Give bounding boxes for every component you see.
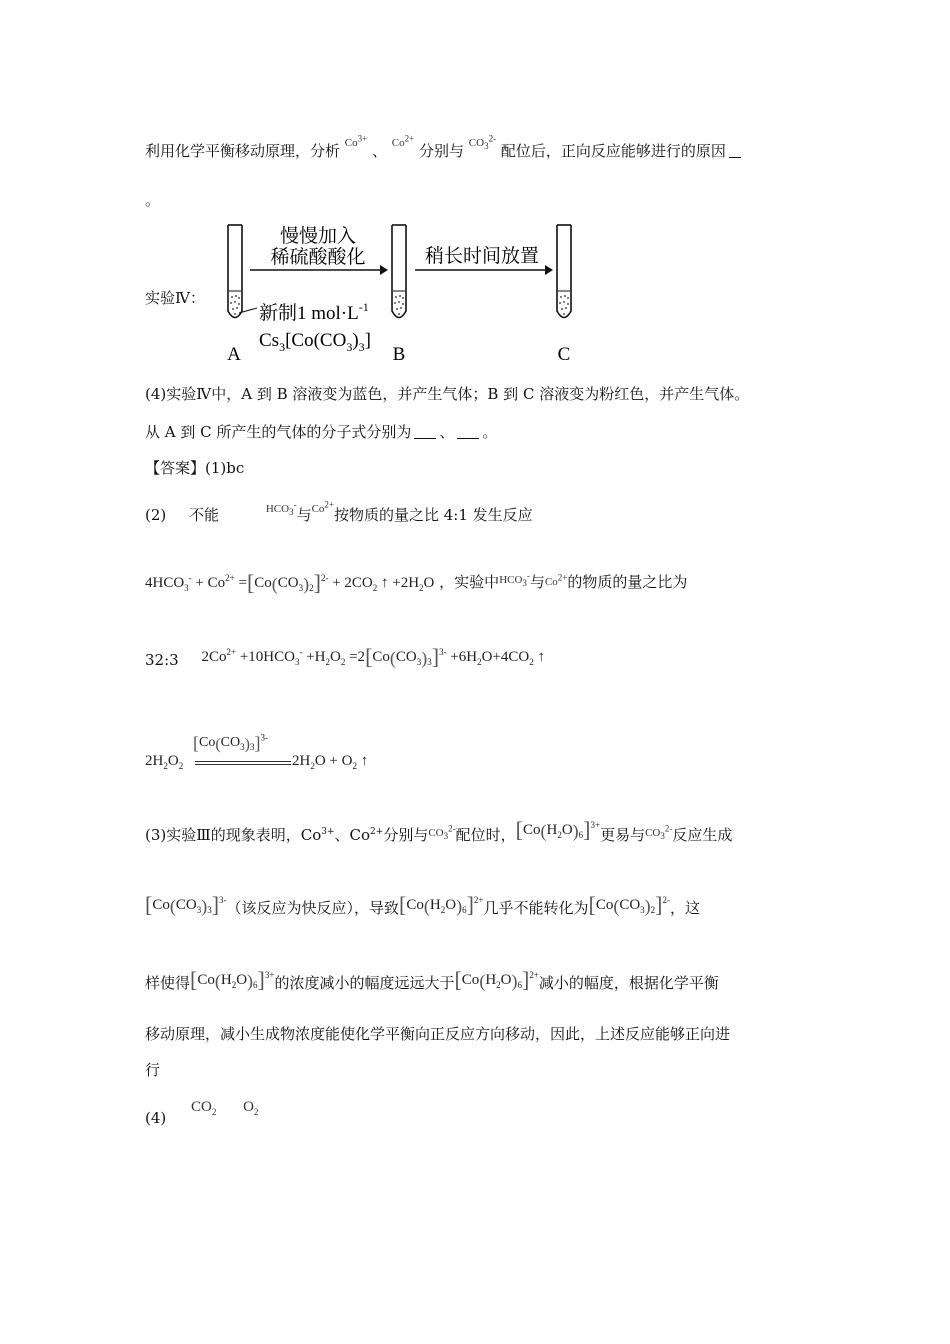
formula-co2plus: Co2+: [391, 133, 415, 149]
arrow2-label: 稍长时间放置: [424, 245, 540, 267]
test-tube-b: [392, 225, 406, 318]
q3-line: 利用化学平衡移动原理，分析 $^{Co^{3+}}$ 、 $^{Co^{2+}}$ 分别与 $^{CO_3^{2-}}$ 配位后，正向反应能够进行的原因: [145, 141, 744, 163]
equation-2: $2Co^{2+} +10HCO_3^- +H_2O_2 =2[Co(CO_3)_3]^{3-} +6H_2O+4CO_2$ ↑: [201, 644, 546, 669]
formula-carbonate: CO32-: [428, 823, 456, 842]
answer-eq2-line: 32:3 $2Co^{2+} +10HCO_3^- +H_2O_2 =2[Co(CO_3)_3]^{3-} +6H_2O+4CO_2$ ↑: [145, 644, 546, 669]
equals-line-bottom: [195, 764, 291, 765]
answer-blank-1[interactable]: [414, 424, 436, 439]
formula-co-co3-2-2minus: $[Co(CO_3)_2]^{2-}$: [588, 892, 670, 917]
formula-co2plus: $Co^{2+}$: [544, 572, 568, 588]
formula-co3plus: Co3+: [344, 133, 368, 149]
answer-3-line-2: $[Co(CO_3)_3]^{3-}$（该反应为快反应），导致$[Co(H_2O)_6]^{2+}$几乎不能转化为$[Co(CO_3)_2]^{2-}$，这: [145, 892, 701, 917]
formula-co-h2o-6-2plus: $[Co(H_2O)_6]^{2+}$: [399, 892, 484, 917]
arrow1-label-2: 稀硫酸酸化: [270, 246, 366, 268]
test-tube-a: [228, 225, 242, 318]
answer-4-line: (4) $CO_2$ $O_2$: [145, 1099, 259, 1127]
answer-blank-2[interactable]: [457, 424, 479, 439]
q3-end: 。: [145, 191, 161, 209]
reagent-label-1: 新制1 $mol\cdot L^{-1}$: [259, 300, 369, 324]
equation-1: $4HCO_3^- + Co^{2+} =[Co(CO_3)_2]^{2-} + 2CO_2$ ↑ $+2H_2O$: [145, 570, 435, 595]
equals-line-top: [195, 761, 291, 762]
answer-blank[interactable]: [729, 143, 741, 158]
answer-gas-o2: $O_2$: [243, 1099, 259, 1117]
exp4-diagram: [215, 218, 595, 368]
q4-line-1: (4)实验Ⅳ中，A 到 B 溶液变为蓝色，并产生气体；B 到 C 溶液变为粉红色，并产生气体。: [145, 385, 750, 403]
q4-line-2: 从 A 到 C 所产生的气体的分子式分别为 、 。: [145, 423, 498, 441]
formula-bicarbonate: HCO3-: [265, 499, 297, 518]
exp4-label: 实验Ⅳ：: [145, 289, 205, 307]
answer-2: (2) 不能 $^{HCO_3^-}$与$^{Co^{2+}}$按物质的量之比 4:1 发生反应: [145, 499, 533, 524]
answer-3-line-3: 样使得$[Co(H_2O)_6]^{3+}$的浓度减小的幅度远远大于$[Co(H_2O)_6]^{2+}$减小的幅度，根据化学平衡: [145, 967, 719, 992]
formula-co-co3-3-3minus: $[Co(CO_3)_3]^{3-}$: [145, 892, 227, 917]
arrow1-label-1: 慢慢加入: [279, 225, 357, 247]
formula-bicarbonate: HCO3-: [499, 570, 530, 589]
formula-co-h2o-6-3plus: $[Co(H_2O)_6]^{3+}$: [515, 817, 601, 842]
answer-3-line-4: 移动原理，减小生成物浓度能使化学平衡向正反应方向移动，因此，上述反应能够正向进: [145, 1025, 731, 1043]
formula-co-h2o-6-3plus: $[Co(H_2O)_6]^{3+}$: [190, 967, 275, 992]
test-tube-c: [557, 225, 571, 318]
answer-3-line-5: 行: [145, 1061, 161, 1079]
answer-1: 【答案】(1)bc: [145, 459, 245, 477]
formula-co-h2o-6-2plus: $[Co(H_2O)_6]^{2+}$: [454, 967, 539, 992]
answer-3-line-1: (3)实验Ⅲ的现象表明，$Co^{3+}$、$Co^{2+}$分别与$^{CO_3^{2-}}$配位时，$[Co(H_2O)_6]^{3+}$更易与$^{CO_3^{2-}}$反应生成: [145, 817, 733, 844]
formula-carbonate: CO32-: [645, 823, 673, 842]
tube-label-a: A: [227, 344, 241, 365]
tube-label-b: B: [392, 344, 406, 365]
tube-label-c: C: [557, 344, 571, 365]
answer-eq1-line: $4HCO_3^- + Co^{2+} =[Co(CO_3)_2]^{2-} + 2CO_2$ ↑ $+2H_2O$ ，实验中$^{HCO_3^-}$与$Co^{2+}$的物质的量之比为: [145, 570, 688, 595]
formula-co2plus: Co2+: [311, 499, 334, 515]
catalyst-label: $[Co(CO_3)_3]^{3-}$: [193, 732, 268, 753]
formula-carbonate: CO32-: [468, 133, 497, 152]
reagent-label-2: $Cs_3[Co(CO_3)_3]$: [259, 330, 371, 354]
answer-gas-co2: $CO_2$: [191, 1099, 217, 1117]
